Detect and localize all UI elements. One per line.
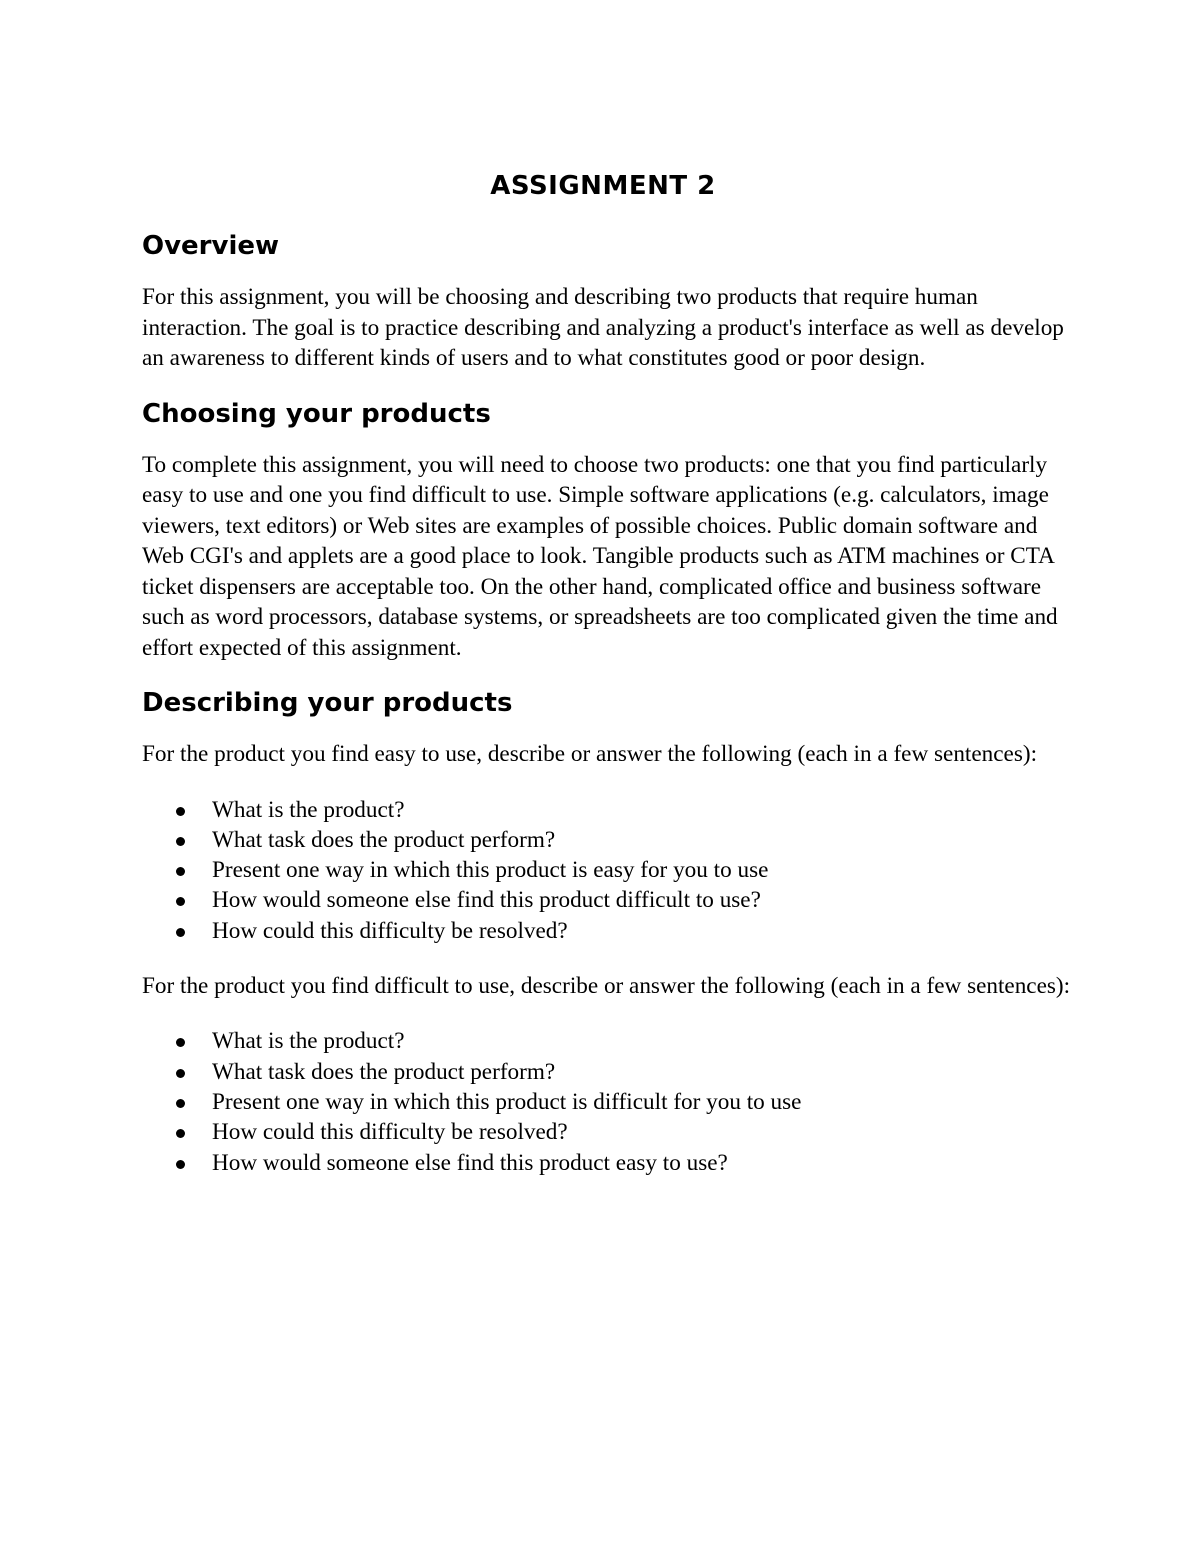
bullet-icon: [176, 837, 185, 846]
list-item-text: What is the product?: [212, 1028, 405, 1055]
choosing-heading: Choosing your products: [142, 398, 491, 429]
easy-product-intro: For the product you find easy to use, describe or answer the following (each in a few sentences):: [142, 741, 1038, 767]
bullet-icon: [176, 1099, 185, 1108]
bullet-icon: [176, 1038, 185, 1047]
bullet-icon: [176, 1069, 185, 1078]
list-item-text: What task does the product perform?: [212, 1058, 556, 1085]
list-item-text: Present one way in which this product is difficult for you to use: [212, 1089, 802, 1116]
overview-paragraph: For this assignment, you will be choosing and describing two products that require human interaction. The goal is to practice describing and analyzing a product's interface as well as develop an awareness to different kinds of users and to what constitutes good or poor design.: [142, 284, 1064, 371]
list-item: [142, 1026, 1072, 1056]
list-item-text: How could this difficulty be resolved?: [212, 917, 568, 944]
bullet-icon: [176, 807, 185, 816]
list-item-text: How could this difficulty be resolved?: [212, 1119, 568, 1146]
list-item-text: What is the product?: [212, 796, 405, 823]
list-item: [142, 855, 1072, 885]
choosing-paragraph: To complete this assignment, you will need to choose two products: one that you find particularly easy to use and one you find difficult to use. Simple software applications (e.g. calculators, image viewers, text editors) or Web sites are examples of possible choices. Public domain software and Web CGI's and applets are a good place to look. Tangible products such as ATM machines or CTA ticket dispensers are acceptable too. On the other hand, complicated office and business software such as word processors, database systems, or spreadsheets are too complicated given the time and effort expected of this assignment.: [142, 451, 1058, 661]
list-item-text: How would someone else find this product easy to use?: [212, 1149, 728, 1176]
easy-product-questions: [142, 795, 1072, 946]
bullet-icon: [176, 928, 185, 937]
document-page: [142, 166, 1072, 1178]
list-item: [142, 1057, 1072, 1087]
list-item-text: How would someone else find this product difficult to use?: [212, 887, 761, 914]
list-item: [142, 795, 1072, 825]
list-item: [142, 1148, 1072, 1178]
overview-heading: Overview: [142, 231, 280, 261]
describing-heading: Describing your products: [142, 688, 513, 718]
bullet-icon: [176, 1129, 185, 1138]
list-item: [142, 825, 1072, 855]
list-item: [142, 885, 1072, 915]
difficult-product-questions: [142, 1026, 1072, 1177]
list-item: [142, 916, 1072, 946]
bullet-icon: [176, 897, 185, 906]
bullet-icon: [176, 867, 185, 876]
list-item-text: What task does the product perform?: [212, 826, 556, 853]
document-title: ASSIGNMENT 2: [490, 171, 716, 201]
list-item: [142, 1087, 1072, 1117]
list-item: [142, 1117, 1072, 1147]
difficult-product-intro: For the product you find difficult to use, describe or answer the following (each in a few sentences):: [142, 972, 1071, 999]
list-item-text: Present one way in which this product is easy for you to use: [212, 857, 769, 884]
bullet-icon: [176, 1160, 185, 1169]
